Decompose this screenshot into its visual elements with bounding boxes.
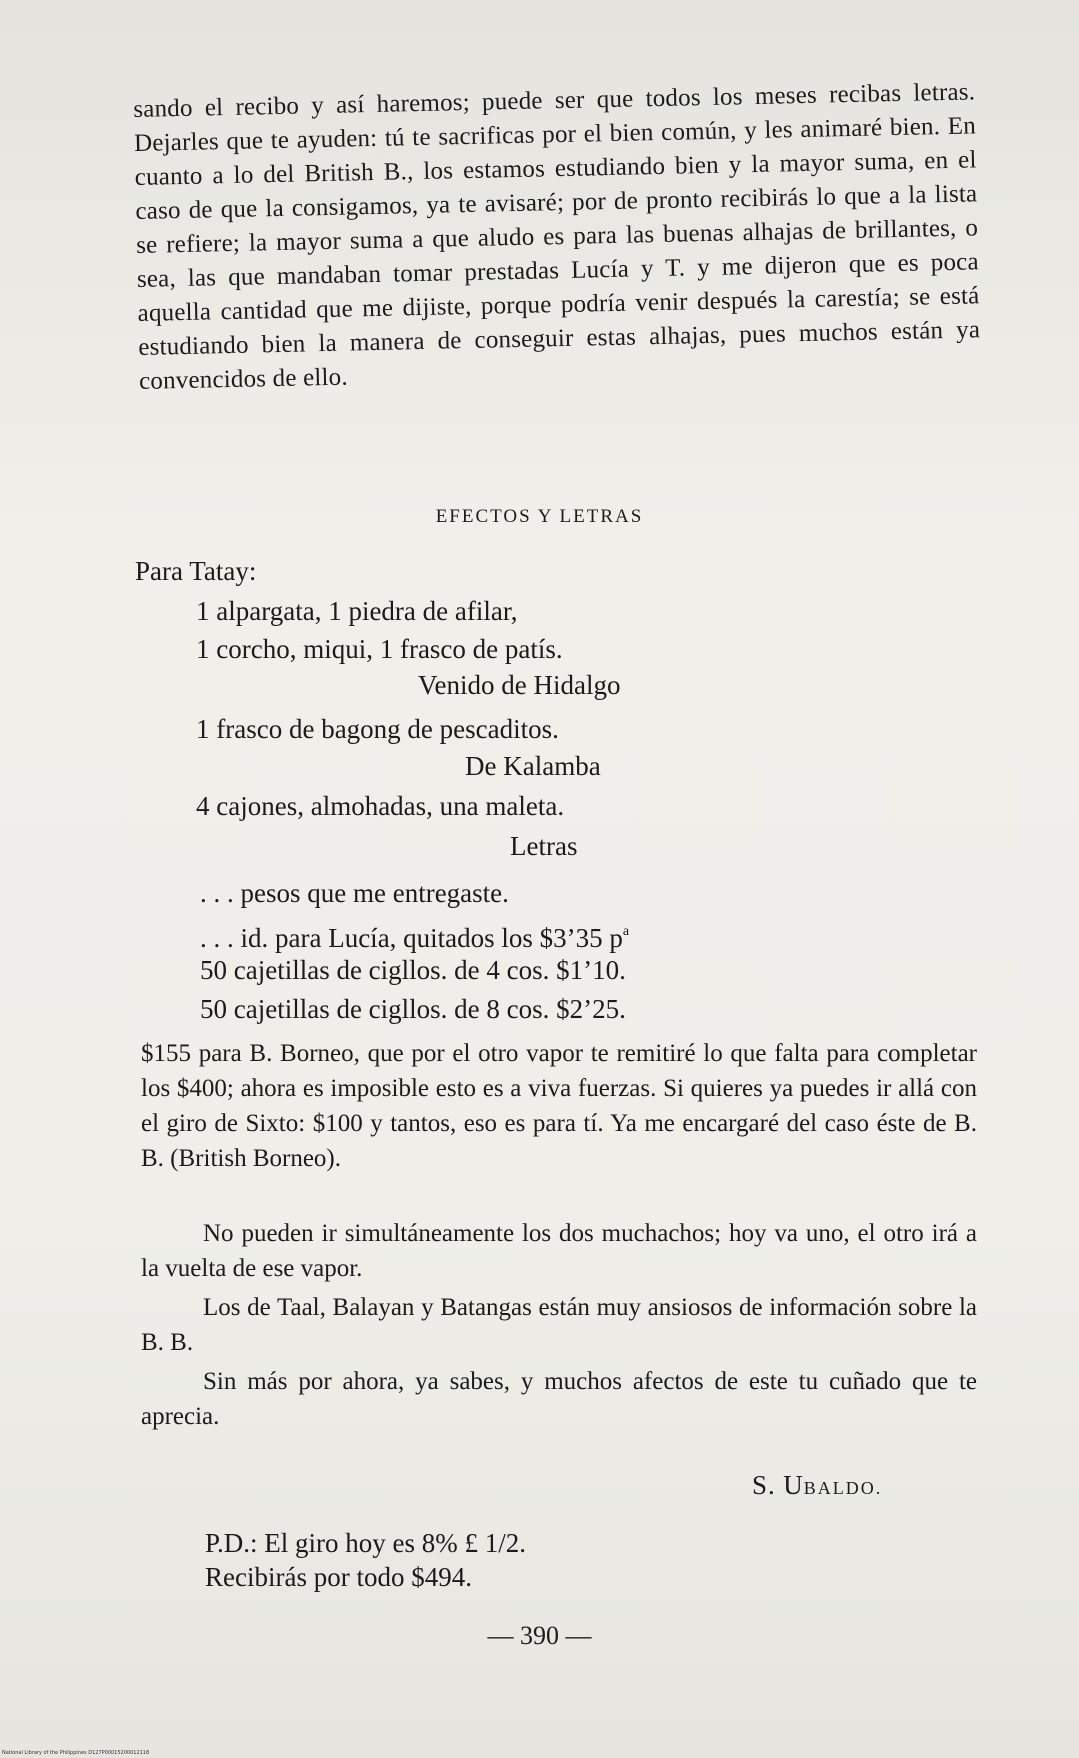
signature-first-letter: U <box>783 1470 804 1500</box>
opening-paragraph: sando el recibo y así haremos; puede ser que todos los meses recibas letras. Dejarles que te ayuden: tú te sacrificas por el bien común, y les animaré bien. En cuanto a lo del British B., los estamos estudiando bien y la mayor suma, en el caso de que la consigamos, ya te avisaré; por de pronto recibirás lo que a la lista se refiere; la mayor suma a que aludo es para las buenas alhajas de brillantes, o sea, las que mandaban tomar prestadas Lucía y T. y me dijeron que es poca aquella cantidad que me dijiste, porque podría venir después la carestía; se está estudiando bien la manera de conseguir estas alhajas, pues muchos están ya convencidos de ello. <box>133 78 981 395</box>
superscript: a <box>622 924 630 939</box>
list-item-text: . . . id. para Lucía, quitados los $3’35 p <box>200 923 623 953</box>
paragraph-borneo: $155 para B. Borneo, que por el otro vapor te remitiré lo que falta para completar los $400; ahora es imposible esto es a viva fuerzas. Si quieres ya puedes ir allá con el giro de Sixto: $100 y tantos, eso es para tí. Ya me encargaré del caso éste de B. B. (British Borneo). <box>141 1040 977 1172</box>
list-subheading: De Kalamba <box>465 751 601 781</box>
list-item: 50 cajetillas de cigllos. de 8 cos. $2’25. <box>200 994 626 1024</box>
postscript-line: Recibirás por todo $494. <box>205 1562 472 1592</box>
list-item: 4 cajones, almohadas, una maleta. <box>196 791 565 821</box>
list-item <box>200 915 629 955</box>
page-number: — 390 — <box>487 1621 592 1650</box>
list-item: 1 frasco de bagong de pescaditos. <box>196 714 559 744</box>
list-item: 1 alpargata, 1 piedra de afilar, <box>196 596 518 626</box>
list-item: 50 cajetillas de cigllos. de 4 cos. $1’10. <box>200 955 626 985</box>
postscript-line: P.D.: El giro hoy es 8% £ 1/2. <box>205 1528 526 1558</box>
signature-initial: S. <box>752 1470 776 1500</box>
paragraph-muchachos: No pueden ir simultáneamente los dos muchachos; hoy va uno, el otro irá a la vuelta de ese vapor. <box>141 1220 977 1282</box>
list-item: 1 corcho, miqui, 1 frasco de patís. <box>196 634 563 664</box>
paragraph-taal: Los de Taal, Balayan y Batangas están muy ansiosos de información sobre la B. B. <box>141 1294 977 1356</box>
library-footer: National Library of the Philippines D127P00015200012118 <box>2 1750 150 1756</box>
section-heading: EFECTOS Y LETRAS <box>435 506 644 527</box>
paragraph-closing: Sin más por ahora, ya sabes, y muchos afectos de este tu cuñado que te aprecia. <box>141 1368 977 1430</box>
list-intro: Para Tatay: <box>135 556 257 586</box>
signature-rest: BALDO. <box>803 1478 883 1498</box>
list-subheading: Venido de Hidalgo <box>418 670 621 700</box>
signature <box>752 1470 882 1501</box>
list-item: . . . pesos que me entregaste. <box>200 878 509 908</box>
list-subheading: Letras <box>510 831 578 861</box>
